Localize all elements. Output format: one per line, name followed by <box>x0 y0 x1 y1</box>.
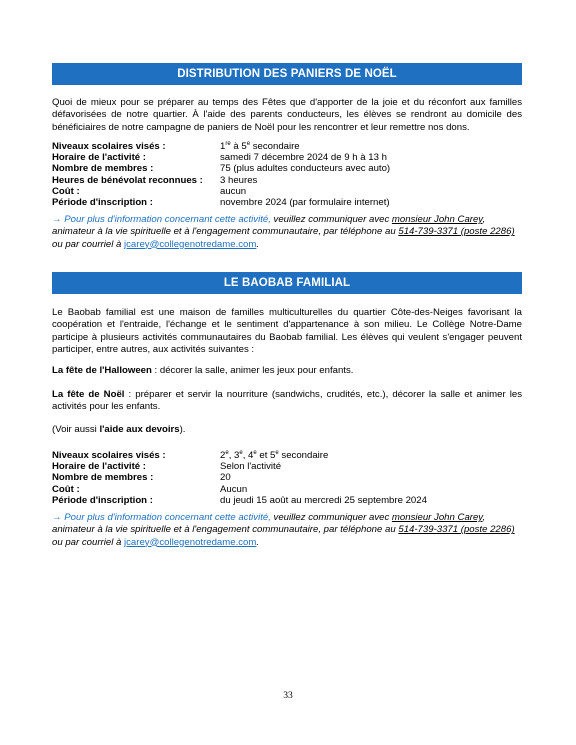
info-label: Coût : <box>52 185 80 197</box>
arrow-icon: → <box>52 214 65 225</box>
info-label: Nombre de membres : <box>52 163 154 175</box>
info-label: Coût : <box>52 483 80 495</box>
see-also-link-text: l'aide aux devoirs <box>99 424 180 435</box>
info-value: samedi 7 décembre 2024 de 9 h à 13 h <box>220 152 387 164</box>
activity-halloween <box>52 365 522 377</box>
info-label: Niveaux scolaires visés : <box>52 141 166 152</box>
activity-label: La fête de Noël <box>52 389 125 400</box>
info-label: Période d'inscription : <box>52 494 153 506</box>
info-row <box>52 450 522 461</box>
info-value: du jeudi 15 août au mercredi 25 septembre 2024 <box>220 494 427 506</box>
section-description: Quoi de mieux pour se préparer au temps des Fêtes que d'apporter de la joie et du réconfort aux familles défavorisées de notre quartier. À l'aide des parents conducteurs, les élèves se rendront au domicile des bénéficiaires de notre campagne de paniers de Noël pour les rencontrer et leur remettre nos dons. <box>52 97 522 133</box>
info-row <box>52 141 522 152</box>
see-also-note <box>52 424 522 436</box>
info-row <box>52 186 522 197</box>
info-label: Nombre de membres : <box>52 472 154 484</box>
section-title-banner <box>52 272 522 294</box>
info-label: Horaire de l'activité : <box>52 152 146 164</box>
info-value: 3 heures <box>220 174 258 186</box>
info-label: Horaire de l'activité : <box>52 461 146 473</box>
email-link[interactable]: jcarey@collegenotredame.com <box>124 238 257 250</box>
info-row <box>52 461 522 472</box>
info-value: Selon l'activité <box>220 461 282 473</box>
section-title: LE BAOBAB FAMILIAL <box>223 277 351 289</box>
info-value: 2e, 3e, 4e et 5e secondaire <box>220 449 329 461</box>
info-label: Niveaux scolaires visés : <box>52 450 166 461</box>
contact-phone: 514-739-3371 (poste 2286) <box>398 226 515 238</box>
info-row <box>52 484 522 495</box>
info-value: novembre 2024 (par formulaire internet) <box>220 197 390 209</box>
activity-info-table <box>52 450 522 506</box>
info-row <box>52 197 522 208</box>
activity-text: : préparer et servir la nourriture (sandwichs, crudités, etc.), décorer la salle et animer les activités pour les enfants. <box>52 389 522 413</box>
activity-info-table <box>52 141 522 208</box>
arrow-icon: → <box>52 512 65 523</box>
activity-noel <box>52 389 522 414</box>
contact-text: veuillez communiquer avec <box>270 214 392 225</box>
info-value: aucun <box>220 185 247 197</box>
contact-lead: Pour plus d'information concernant cette activité, <box>64 214 271 225</box>
info-row <box>52 152 522 163</box>
info-value: 20 <box>220 472 231 484</box>
contact-text: ou par courriel à <box>52 536 124 548</box>
see-also-suffix: ). <box>179 424 186 435</box>
section-title: DISTRIBUTION DES PANIERS DE NOËL <box>177 68 397 80</box>
contact-paragraph <box>52 512 522 549</box>
see-also-prefix: (Voir aussi <box>52 424 100 435</box>
activity-label: La fête de l'Halloween <box>52 365 152 376</box>
info-row <box>52 163 522 174</box>
info-label: Période d'inscription : <box>52 197 153 209</box>
contact-text: ou par courriel à <box>52 238 124 250</box>
info-row <box>52 175 522 186</box>
info-row <box>52 472 522 483</box>
contact-name: monsieur John Carey <box>391 214 483 225</box>
activity-text: : décorer la salle, animer les jeux pour enfants. <box>151 365 354 376</box>
info-value: Aucun <box>220 483 248 495</box>
section-description: Le Baobab familial est une maison de familles multiculturelles du quartier Côte-des-Neiges favorisant la coopération et l'entraide, l'échange et le sentiment d'appartenance à son milieu. Le Collège Notre-Dame participe à plusieurs activités communautaires du Baobab familial. Les élèves qui veulent s'engager peuvent participer, entre autres, aux activités suivantes : <box>52 307 522 355</box>
contact-text: veuillez communiquer avec <box>270 512 392 523</box>
section-title-banner <box>52 63 522 85</box>
contact-text: . <box>256 238 260 250</box>
contact-name: monsieur John Carey <box>391 512 483 523</box>
contact-text: , animateur à la vie spirituelle et à l'engagement communautaire, par téléphone au <box>52 512 486 536</box>
info-label: Heures de bénévolat reconnues : <box>52 174 203 186</box>
info-row <box>52 495 522 506</box>
contact-phone: 514-739-3371 (poste 2286) <box>398 524 515 536</box>
contact-lead: Pour plus d'information concernant cette activité, <box>64 512 271 523</box>
contact-text: , animateur à la vie spirituelle et à l'engagement communautaire, par téléphone au <box>52 214 486 238</box>
page-number: 33 <box>283 690 293 701</box>
contact-text: . <box>256 536 260 548</box>
info-value: 75 (plus adultes conducteurs avec auto) <box>220 163 391 175</box>
contact-paragraph <box>52 214 522 251</box>
info-value: 1re à 5e secondaire <box>220 140 300 152</box>
email-link[interactable]: jcarey@collegenotredame.com <box>124 536 257 548</box>
